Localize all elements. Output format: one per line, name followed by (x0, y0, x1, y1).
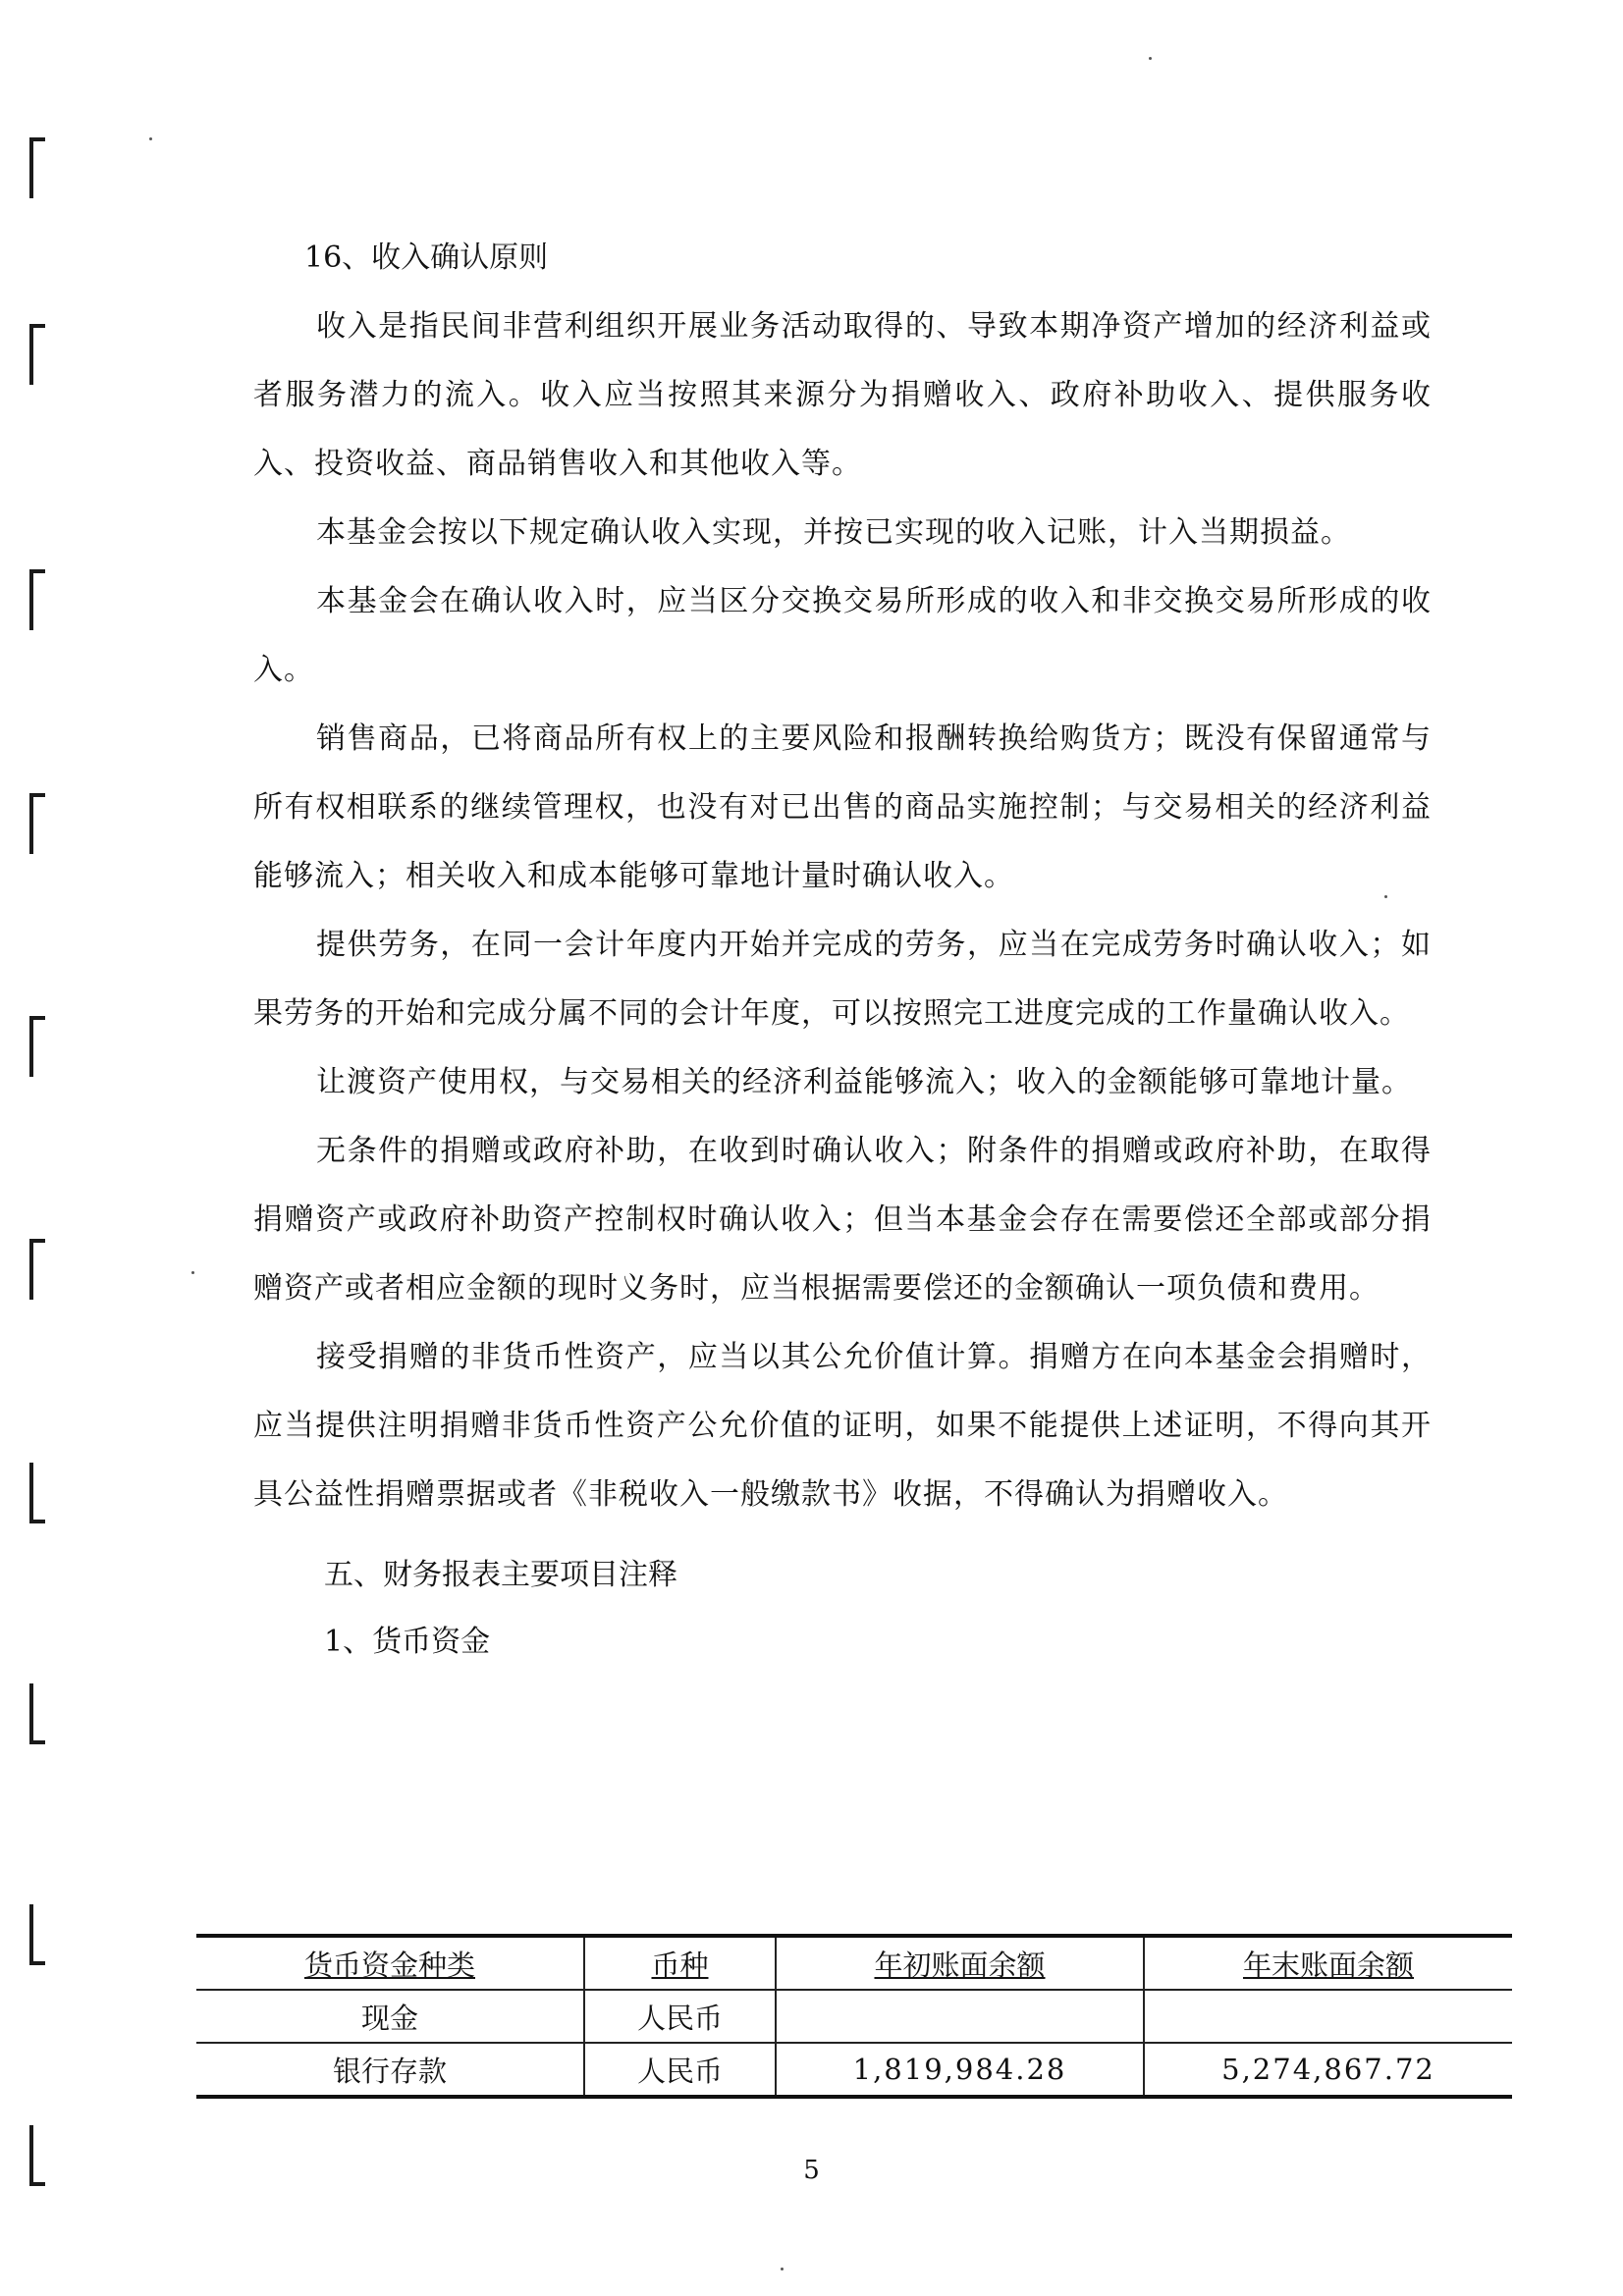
cell-opening-balance: 1,819,984.28 (776, 2043, 1144, 2097)
header-closing-balance: 年末账面余额 (1144, 1936, 1512, 1990)
paragraph-exchange-distinction: 本基金会在确认收入时，应当区分交换交易所形成的收入和非交换交易所形成的收入。 (253, 584, 1432, 687)
binding-mark (29, 1016, 45, 1077)
paragraph-services: 提供劳务，在同一会计年度内开始并完成的劳务，应当在完成劳务时确认收入；如果劳务的开始和完成分属不同的会计年度，可以按照完工进度完成的工作量确认收入。 (253, 928, 1432, 1031)
section-heading: 16、收入确认原则 (304, 240, 549, 275)
cell-currency: 人民币 (584, 2043, 776, 2097)
paragraph-asset-use-rights: 让渡资产使用权，与交易相关的经济利益能够流入；收入的金额能够可靠地计量。 (316, 1065, 1412, 1099)
binding-mark (29, 1683, 45, 1744)
paragraph-donations-grants: 无条件的捐赠或政府补助，在收到时确认收入；附条件的捐赠或政府补助，在取得捐赠资产或政府补助资产控制权时确认收入；但当本基金会存在需要偿还全部或部分捐赠资产或者相应金额的现时义务时，应当根据需要偿还的金额确认一项负债和费用。 (253, 1134, 1432, 1306)
monetary-funds-table (196, 1934, 1512, 2099)
sub-section-title: 1、货币资金 (324, 1625, 491, 1659)
paragraph-sale-of-goods: 销售商品，已将商品所有权上的主要风险和报酬转换给购货方；既没有保留通常与所有权相联系的继续管理权，也没有对已出售的商品实施控制；与交易相关的经济利益能够流入；相关收入和成本能够可靠地计量时确认收入。 (253, 721, 1432, 893)
paragraph-non-monetary-donations: 接受捐赠的非货币性资产，应当以其公允价值计算。捐赠方在向本基金会捐赠时，应当提供注明捐赠非货币性资产公允价值的证明，如果不能提供上述证明，不得向其开具公益性捐赠票据或者《非税收入一般缴款书》收据，不得确认为捐赠收入。 (253, 1340, 1432, 1512)
table-header-row (196, 1936, 1512, 1990)
paragraph-recognition-rule: 本基金会按以下规定确认收入实现，并按已实现的收入记账，计入当期损益。 (316, 515, 1351, 550)
binding-mark (29, 1463, 45, 1523)
binding-mark (29, 324, 45, 385)
scan-speck (191, 1271, 194, 1274)
header-opening-balance: 年初账面余额 (776, 1936, 1144, 1990)
cell-currency: 人民币 (584, 1990, 776, 2043)
header-currency: 币种 (584, 1936, 776, 1990)
cell-closing-balance (1144, 1990, 1512, 2043)
section-title: 五、财务报表主要项目注释 (324, 1558, 677, 1592)
binding-mark (29, 1239, 45, 1300)
scan-speck (1149, 57, 1152, 60)
table-row (196, 2043, 1512, 2097)
cell-fund-type: 银行存款 (196, 2043, 584, 2097)
binding-mark (29, 793, 45, 854)
cell-fund-type: 现金 (196, 1990, 584, 2043)
header-fund-type: 货币资金种类 (196, 1936, 584, 1990)
table-row (196, 1990, 1512, 2043)
cell-closing-balance: 5,274,867.72 (1144, 2043, 1512, 2097)
cell-opening-balance (776, 1990, 1144, 2043)
scan-speck (781, 2268, 784, 2270)
paragraph-income-definition: 收入是指民间非营利组织开展业务活动取得的、导致本期净资产增加的经济利益或者服务潜力的流入。收入应当按照其来源分为捐赠收入、政府补助收入、提供服务收入、投资收益、商品销售收入和其他收入等。 (253, 309, 1432, 481)
page-number: 5 (803, 2156, 820, 2185)
document-body (253, 224, 1432, 1675)
binding-mark (29, 569, 45, 630)
scan-speck (149, 137, 152, 140)
binding-mark (29, 1904, 45, 1965)
binding-mark (29, 137, 45, 198)
